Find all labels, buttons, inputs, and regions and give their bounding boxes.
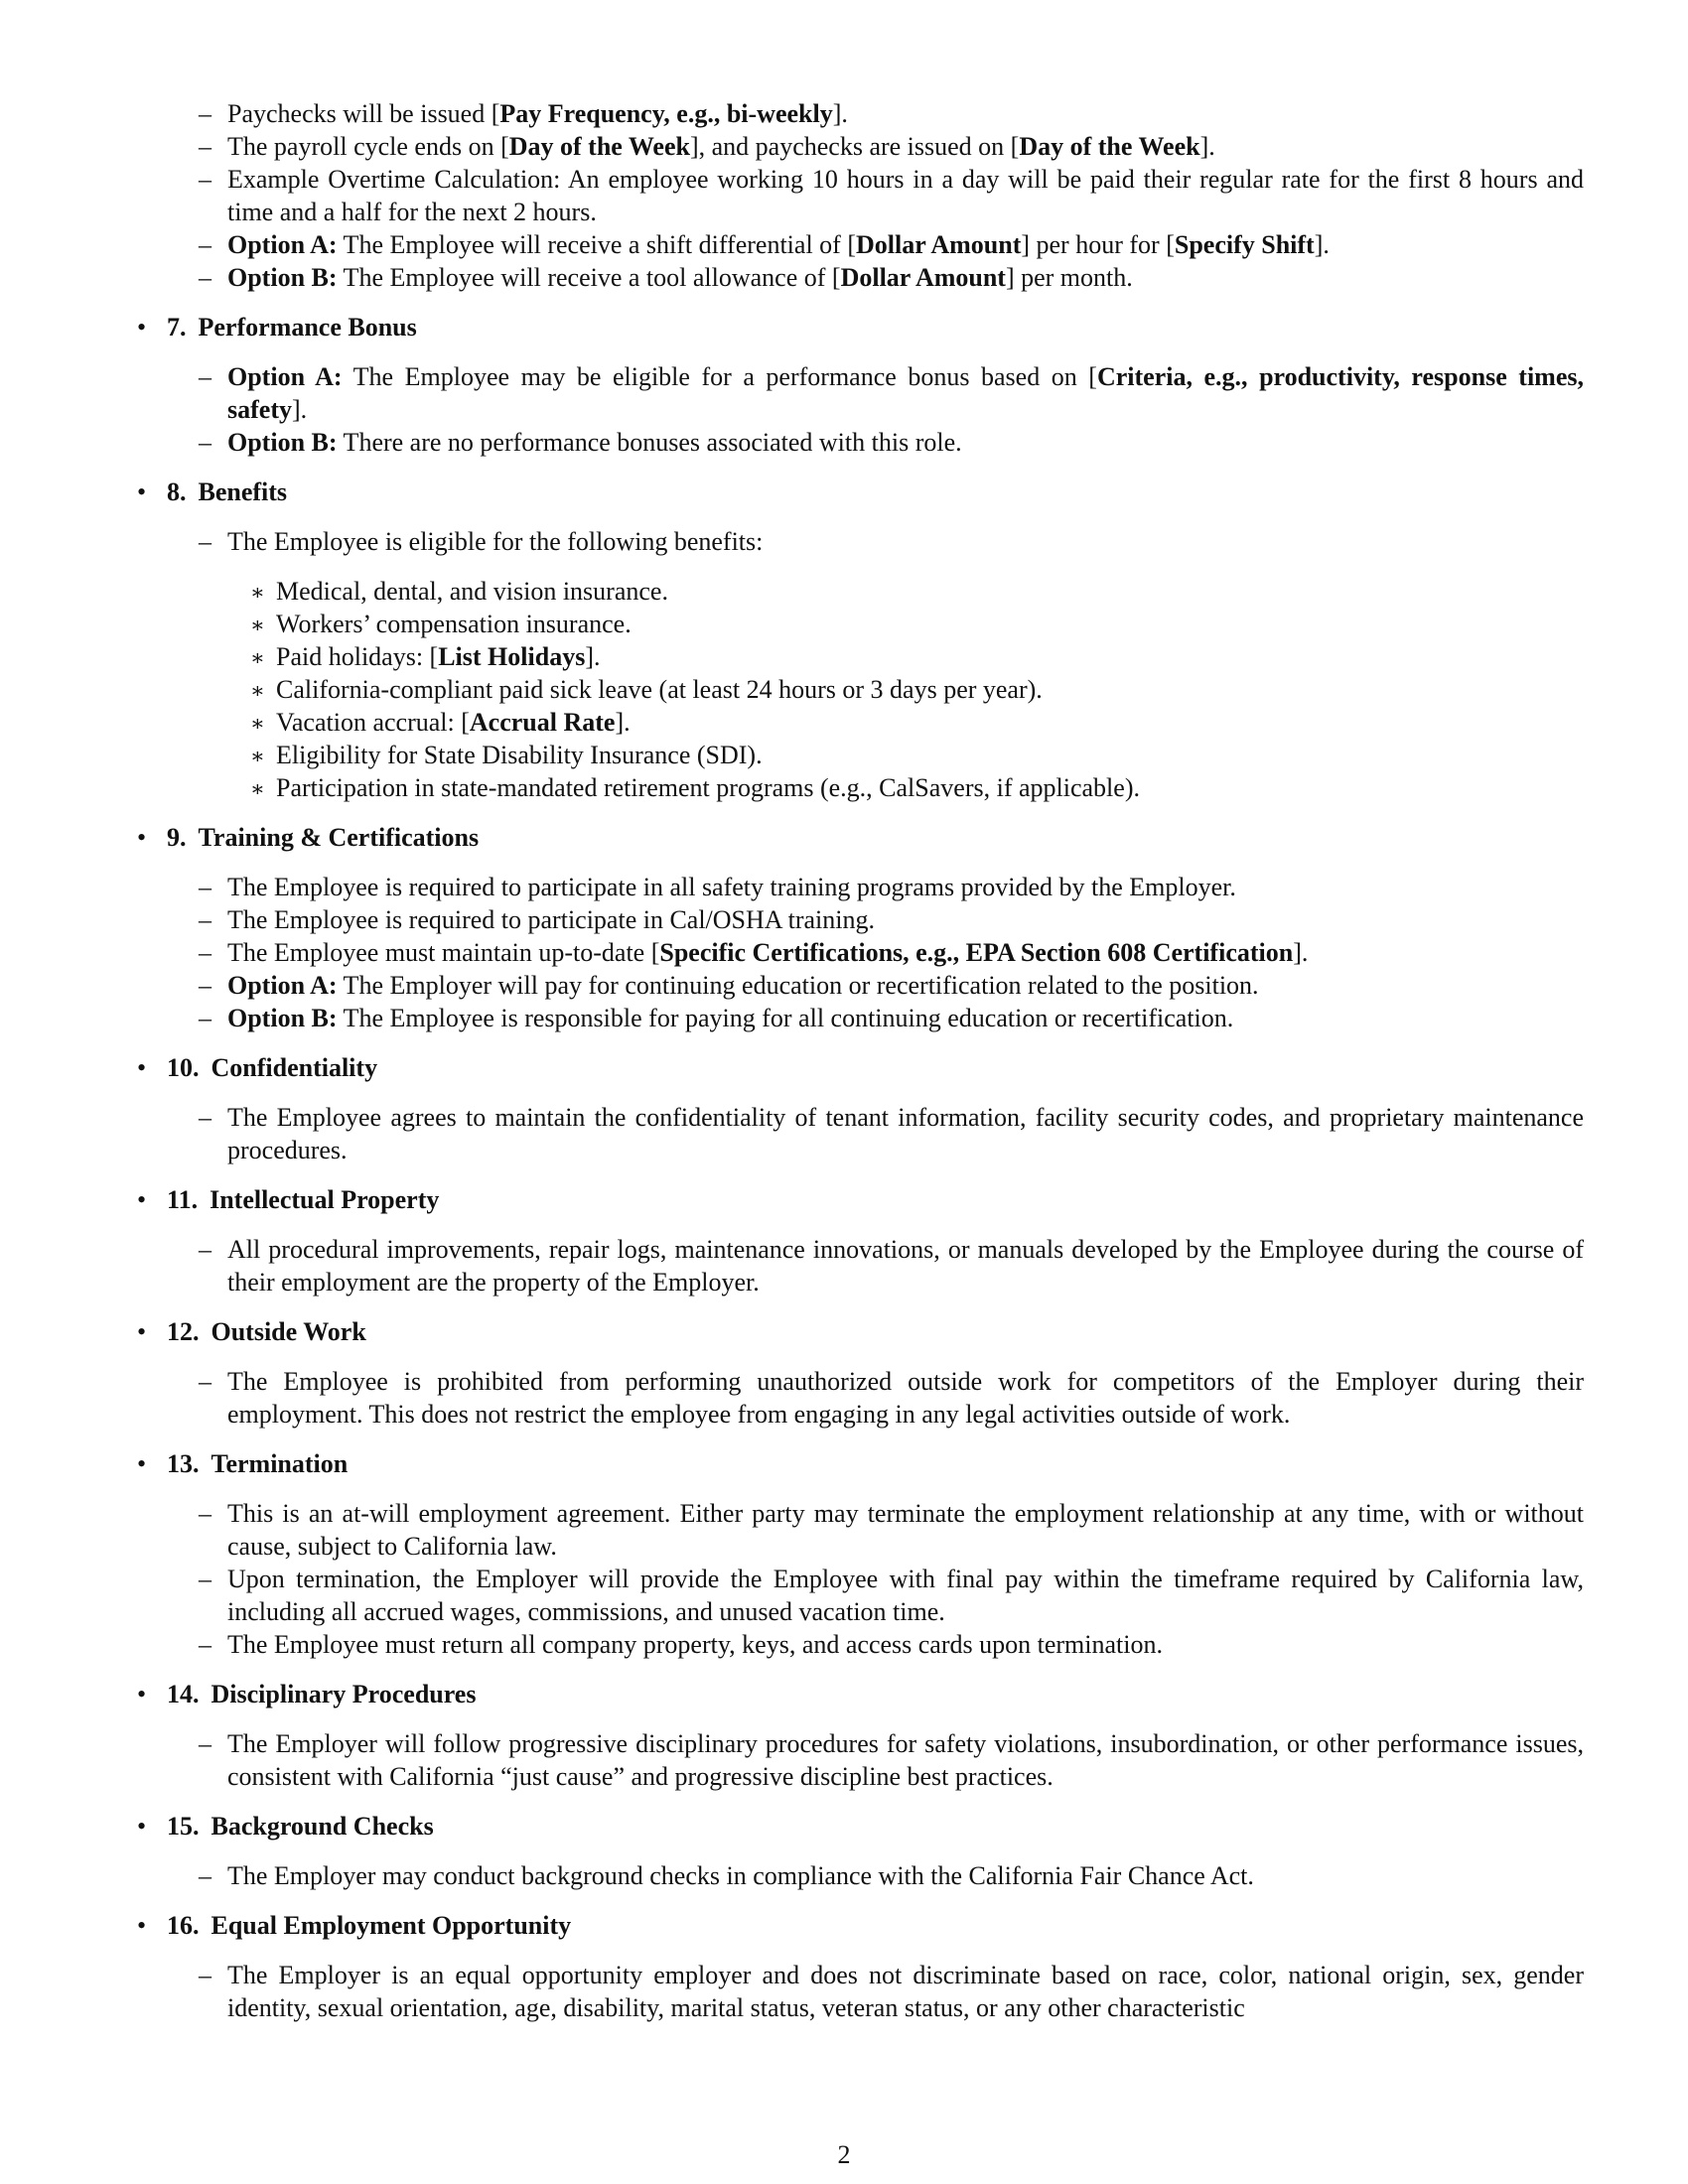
section-heading: • 12. Outside Work	[131, 1315, 1584, 1348]
page-number: 2	[837, 2140, 851, 2169]
list-item: – The Employer will follow progressive disciplinary procedures for safety violations, insubordination, or other performance issues, consistent with California “just cause” and progressive discipline best practices.	[227, 1727, 1584, 1793]
list-item: – Option B: The Employee is responsible for paying for all continuing education or recertification.	[227, 1002, 1584, 1034]
list-item: – Upon termination, the Employer will provide the Employee with final pay within the timeframe required by California law, including all accrued wages, commissions, and unused vacation time.	[227, 1563, 1584, 1628]
list-item: – The Employer may conduct background checks in compliance with the California Fair Chance Act.	[227, 1859, 1584, 1892]
section-list	[131, 360, 1584, 459]
list-item: – Option B: There are no performance bonuses associated with this role.	[227, 426, 1584, 459]
list-item: – Option B: The Employee will receive a tool allowance of [Dollar Amount] per month.	[227, 261, 1584, 294]
section-heading: • 14. Disciplinary Procedures	[131, 1678, 1584, 1710]
section-list	[131, 1497, 1584, 1661]
list-item: – The Employee is required to participate in Cal/OSHA training.	[227, 903, 1584, 936]
list-item: – The Employee is prohibited from performing unauthorized outside work for competitors of the Employer during their employment. This does not restrict the employee from engaging in any legal activities outside of work.	[227, 1365, 1584, 1431]
list-item: – The Employee is eligible for the following benefits: ∗ Medical, dental, and vision insurance. ∗ Workers’ compensation insurance. ∗ Paid holidays: [List Holidays]. ∗ California-compliant paid sick leave (at least 24 hours or 3 days per year). ∗ Vacation accrual: [Accrual Rate]. ∗ Eligibility for State Disability Insurance (SDI). ∗ Participation in state-mandated retirement programs (e.g., CalSavers, if applicable).	[227, 525, 1584, 804]
section-list	[131, 1365, 1584, 1431]
sublist-item: ∗ California-compliant paid sick leave (at least 24 hours or 3 days per year).	[276, 673, 1584, 706]
list-item: – The payroll cycle ends on [Day of the Week], and paychecks are issued on [Day of the Week].	[227, 130, 1584, 163]
list-item: – The Employer is an equal opportunity employer and does not discriminate based on race, color, national origin, sex, gender identity, sexual orientation, age, disability, marital status, veteran status, or any other characteristic	[227, 1959, 1584, 2024]
section-list	[131, 1727, 1584, 1793]
section-benefits	[131, 476, 1584, 804]
sublist-item: ∗ Participation in state-mandated retirement programs (e.g., CalSavers, if applicable).	[276, 771, 1584, 804]
list-item: – The Employee must return all company property, keys, and access cards upon termination.	[227, 1628, 1584, 1661]
benefits-sublist	[227, 575, 1584, 804]
list-item: – Option A: The Employer will pay for continuing education or recertification related to the position.	[227, 969, 1584, 1002]
list-item: – This is an at-will employment agreement. Either party may terminate the employment relationship at any time, with or without cause, subject to California law.	[227, 1497, 1584, 1563]
list-item: – Example Overtime Calculation: An employee working 10 hours in a day will be paid their regular rate for the first 8 hours and time and a half for the next 2 hours.	[227, 163, 1584, 228]
section-list	[131, 1233, 1584, 1298]
sublist-item: ∗ Workers’ compensation insurance.	[276, 608, 1584, 640]
pay-details-list	[131, 97, 1584, 294]
list-item: – Option A: The Employee will receive a shift differential of [Dollar Amount] per hour for [Specify Shift].	[227, 228, 1584, 261]
list-item: – All procedural improvements, repair logs, maintenance innovations, or manuals developed by the Employee during the course of their employment are the property of the Employer.	[227, 1233, 1584, 1298]
section-heading: • 10. Confidentiality	[131, 1051, 1584, 1084]
list-item: – The Employee is required to participate in all safety training programs provided by the Employer.	[227, 871, 1584, 903]
list-item: – The Employee agrees to maintain the confidentiality of tenant information, facility security codes, and proprietary maintenance procedures.	[227, 1101, 1584, 1166]
section-termination	[131, 1447, 1584, 1661]
section-intellectual-property	[131, 1183, 1584, 1298]
section-heading: • 8. Benefits	[131, 476, 1584, 508]
list-item: – Option A: The Employee may be eligible for a performance bonus based on [Criteria, e.g., productivity, response times, safety].	[227, 360, 1584, 426]
section-heading: • 15. Background Checks	[131, 1810, 1584, 1843]
section-list	[131, 1959, 1584, 2024]
section-confidentiality	[131, 1051, 1584, 1166]
section-list	[131, 871, 1584, 1034]
section-list	[131, 1101, 1584, 1166]
list-item: – The Employee must maintain up-to-date [Specific Certifications, e.g., EPA Section 608 Certification].	[227, 936, 1584, 969]
section-disciplinary-procedures	[131, 1678, 1584, 1793]
section-heading: • 13. Termination	[131, 1447, 1584, 1480]
section-outside-work	[131, 1315, 1584, 1431]
section-heading: • 9. Training & Certifications	[131, 821, 1584, 854]
sublist-item: ∗ Eligibility for State Disability Insurance (SDI).	[276, 739, 1584, 771]
list-item: – Paychecks will be issued [Pay Frequency, e.g., bi-weekly].	[227, 97, 1584, 130]
section-heading: • 7. Performance Bonus	[131, 311, 1584, 343]
section-training-certifications	[131, 821, 1584, 1034]
section-background-checks	[131, 1810, 1584, 1892]
section-heading: • 11. Intellectual Property	[131, 1183, 1584, 1216]
sublist-item: ∗ Paid holidays: [List Holidays].	[276, 640, 1584, 673]
section-performance-bonus	[131, 311, 1584, 459]
sublist-item: ∗ Vacation accrual: [Accrual Rate].	[276, 706, 1584, 739]
section-heading: • 16. Equal Employment Opportunity	[131, 1909, 1584, 1942]
section-list	[131, 1859, 1584, 1892]
sublist-item: ∗ Medical, dental, and vision insurance.	[276, 575, 1584, 608]
section-list	[131, 525, 1584, 804]
section-equal-employment-opportunity	[131, 1909, 1584, 2024]
